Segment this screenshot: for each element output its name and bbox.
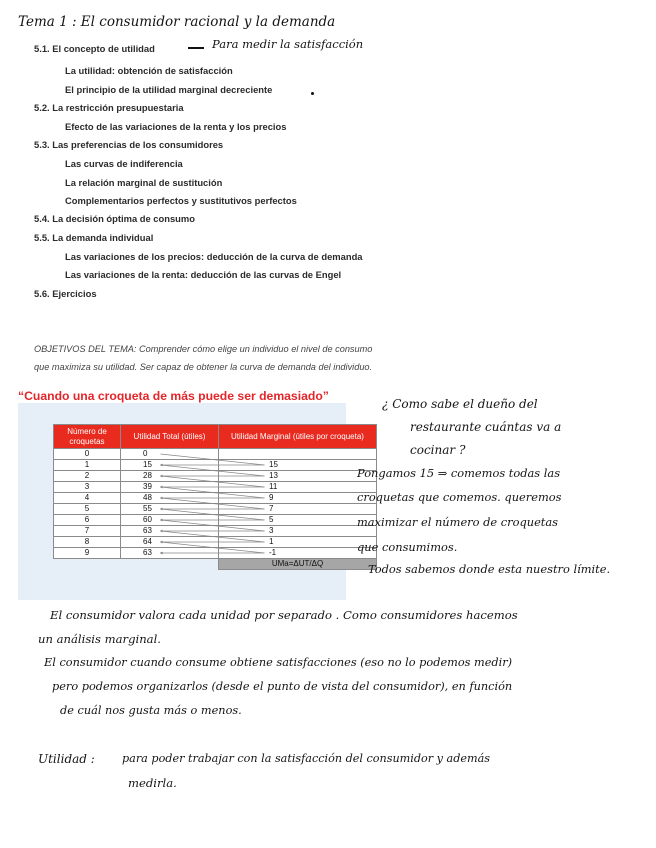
marginal-utility-formula: UMa=ΔUT/ΔQ: [219, 559, 377, 570]
table-row: [54, 471, 377, 482]
cell-total-utility: 15: [121, 460, 219, 471]
toc-item-income-price-variations: Efecto de las variaciones de la renta y los precios: [65, 121, 287, 132]
toc-item-marginal-rate-substitution: La relación marginal de sustitución: [65, 177, 223, 188]
table-row: [54, 460, 377, 471]
handwritten-note-bottom-3: El consumidor cuando consume obtiene satisfacciones (eso no lo podemos medir): [44, 656, 513, 669]
cell-total-utility: 63: [121, 548, 219, 559]
cell-marginal-utility: -1: [219, 548, 377, 559]
handwritten-note-bottom-1: El consumidor valora cada unidad por separado . Como consumidores hacemos: [50, 608, 518, 622]
handwritten-note-right-3: cocinar ?: [410, 443, 466, 457]
handwritten-note-measure: Para medir la satisfacción: [212, 37, 364, 51]
objectives-line-1: OBJETIVOS DEL TEMA: Comprender cómo elige un individuo el nivel de consumo: [34, 344, 373, 354]
toc-section-5-5: 5.5. La demanda individual: [34, 232, 154, 243]
toc-item-indifference-curves: Las curvas de indiferencia: [65, 158, 183, 169]
annotation-dot: [311, 92, 314, 95]
cell-quantity: 3: [54, 482, 121, 493]
cell-quantity: 9: [54, 548, 121, 559]
toc-item-diminishing-marginal-utility: El principio de la utilidad marginal decreciente: [65, 84, 273, 95]
utility-table: [53, 424, 377, 570]
table-row: [54, 504, 377, 515]
cell-quantity: 8: [54, 537, 121, 548]
annotation-dash: [188, 47, 204, 49]
table-row: [54, 493, 377, 504]
handwritten-note-bottom-4: pero podemos organizarlos (desde el punto de vista del consumidor), en función: [52, 680, 513, 693]
table-row: [54, 548, 377, 559]
header-quantity: Número de croquetas: [54, 425, 121, 449]
handwritten-utilidad-label: Utilidad :: [38, 752, 95, 766]
cell-total-utility: 63: [121, 526, 219, 537]
handwritten-note-right-5: croquetas que comemos. queremos: [357, 490, 562, 504]
cell-total-utility: 28: [121, 471, 219, 482]
handwritten-note-right-8: Todos sabemos donde esta nuestro límite.: [368, 562, 611, 576]
table-row: [54, 515, 377, 526]
table-row: [54, 526, 377, 537]
table-row: [54, 449, 377, 460]
cell-marginal-utility: 3: [219, 526, 377, 537]
toc-section-5-3: 5.3. Las preferencias de los consumidores: [34, 139, 224, 150]
cell-quantity: 1: [54, 460, 121, 471]
handwritten-note-right-1: ¿ Como sabe el dueño del: [382, 397, 538, 411]
toc-section-5-2: 5.2. La restricción presupuestaria: [34, 102, 184, 113]
cell-total-utility: 60: [121, 515, 219, 526]
cell-total-utility: 48: [121, 493, 219, 504]
objectives-line-2: que maximiza su utilidad. Ser capaz de obtener la curva de demanda del individuo.: [34, 362, 373, 372]
cell-marginal-utility: 5: [219, 515, 377, 526]
cell-quantity: 5: [54, 504, 121, 515]
cell-quantity: 4: [54, 493, 121, 504]
handwritten-note-right-6: maximizar el número de croquetas: [357, 515, 559, 529]
toc-item-engel-curves: Las variaciones de la renta: deducción de las curvas de Engel: [65, 269, 342, 280]
cell-marginal-utility: 1: [219, 537, 377, 548]
handwritten-note-right-7: que consumimos.: [357, 540, 458, 554]
handwritten-utilidad-line-2: medirla.: [128, 776, 177, 790]
toc-section-5-4: 5.4. La decisión óptima de consumo: [34, 213, 195, 224]
toc-item-perfect-complements-substitutes: Complementarios perfectos y sustitutivos perfectos: [65, 195, 297, 206]
toc-section-5-6: 5.6. Ejercicios: [34, 288, 97, 299]
cell-marginal-utility: [219, 449, 377, 460]
handwritten-note-right-2: restaurante cuántas va a: [410, 420, 562, 434]
cell-marginal-utility: 15: [219, 460, 377, 471]
header-total-utility: Utilidad Total (útiles): [121, 425, 219, 449]
cell-total-utility: 0: [121, 449, 219, 460]
cell-marginal-utility: 7: [219, 504, 377, 515]
handwritten-utilidad-line-1: para poder trabajar con la satisfacción del consumidor y además: [122, 752, 490, 765]
cell-quantity: 6: [54, 515, 121, 526]
cell-total-utility: 64: [121, 537, 219, 548]
table-row: [54, 482, 377, 493]
slide-quote-title: “Cuando una croqueta de más puede ser demasiado”: [18, 389, 329, 403]
handwritten-note-bottom-2: un análisis marginal.: [38, 632, 161, 646]
handwritten-title: Tema 1 : El consumidor racional y la demanda: [18, 14, 336, 30]
cell-total-utility: 39: [121, 482, 219, 493]
cell-marginal-utility: 13: [219, 471, 377, 482]
handwritten-note-right-4: Pongamos 15 ⇒ comemos todas las: [357, 466, 561, 480]
table-row: [54, 537, 377, 548]
cell-total-utility: 55: [121, 504, 219, 515]
formula-row: [54, 559, 377, 570]
handwritten-note-bottom-5: de cuál nos gusta más o menos.: [60, 704, 242, 717]
cell-marginal-utility: 11: [219, 482, 377, 493]
cell-quantity: 2: [54, 471, 121, 482]
toc-item-demand-curve: Las variaciones de los precios: deducción de la curva de demanda: [65, 251, 363, 262]
toc-item-utility-satisfaction: La utilidad: obtención de satisfacción: [65, 65, 233, 76]
cell-quantity: 7: [54, 526, 121, 537]
cell-marginal-utility: 9: [219, 493, 377, 504]
header-marginal-utility: Utilidad Marginal (útiles por croqueta): [219, 425, 377, 449]
table-header-row: [54, 425, 377, 449]
toc-section-5-1: 5.1. El concepto de utilidad: [34, 43, 155, 54]
cell-quantity: 0: [54, 449, 121, 460]
